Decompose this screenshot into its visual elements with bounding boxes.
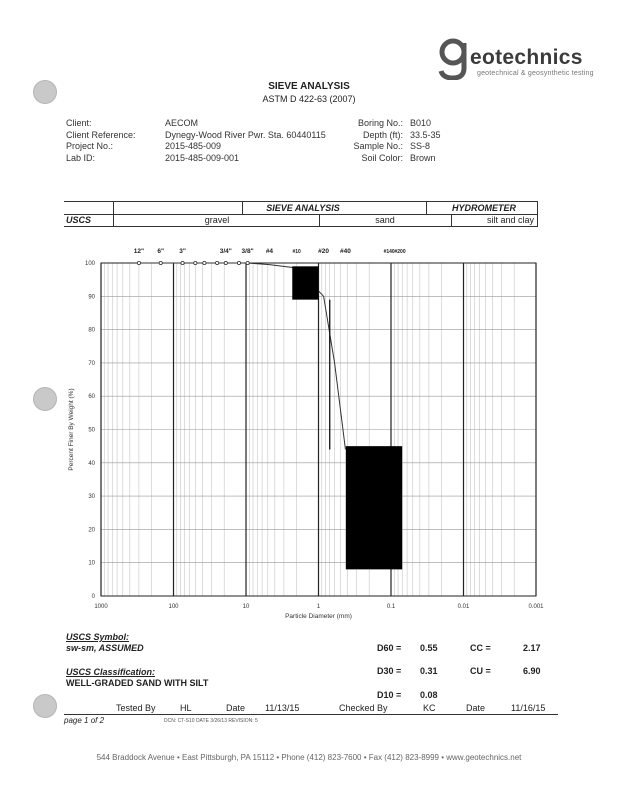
info-label: Client Reference: [66, 129, 136, 140]
info-left-values [165, 118, 326, 164]
sieve-size-label: 12" [133, 248, 145, 255]
x-tick-label: 0.001 [528, 604, 544, 610]
data-point [224, 261, 227, 264]
signoff-rule [64, 714, 558, 715]
sieve-size-label: #140 [383, 249, 395, 255]
info-right-values [410, 118, 441, 164]
x-tick-label: 1000 [94, 604, 108, 610]
tested-by-value: HL [180, 703, 192, 713]
sieve-size-label: #200 [394, 249, 406, 255]
sieve-size-label: #4 [265, 248, 274, 255]
y-tick-label: 60 [88, 394, 95, 401]
cc-value: 2.17 [523, 643, 541, 653]
silt-clay-label: silt and clay [486, 215, 534, 225]
x-tick-label: 1 [316, 604, 321, 610]
checked-date: 11/16/15 [511, 703, 546, 713]
uscs-label: USCS [66, 215, 92, 225]
d30-value: 0.31 [420, 666, 438, 676]
redaction-block [346, 446, 402, 569]
hydrometer-header: HYDROMETER [451, 203, 516, 213]
uscs-classification-value: WELL-GRADED SAND WITH SILT [66, 678, 209, 688]
sieve-size-label: 6" [157, 248, 165, 255]
y-tick-label: 80 [88, 327, 95, 334]
info-value: 33.5-35 [410, 129, 441, 140]
sieve-size-label: 3" [179, 248, 186, 255]
gravel-label: gravel [204, 215, 230, 225]
uscs-symbol-value: sw-sm, ASSUMED [66, 643, 144, 653]
x-tick-label: 0.1 [386, 604, 396, 610]
y-tick-label: 50 [88, 427, 95, 434]
uscs-classification-label: USCS Classification: [66, 667, 156, 677]
logo-tagline: geotechnical & geosynthetic testing [477, 70, 594, 77]
redaction-block [292, 266, 318, 299]
data-point [159, 261, 162, 264]
info-label: Lab ID: [66, 152, 96, 163]
y-tick-label: 20 [88, 527, 95, 534]
info-value: AECOM [165, 118, 199, 128]
x-tick-label: 100 [168, 604, 179, 610]
cc-label: CC = [470, 643, 491, 653]
data-point [137, 261, 140, 264]
form-id: DCN: CT-S10 DATE 3/26/13 REVISION: 5 [164, 718, 258, 724]
data-point [194, 261, 197, 264]
cu-label: CU = [470, 666, 491, 676]
data-point [237, 261, 240, 264]
info-label: Boring No.: [357, 118, 403, 128]
info-label: Soil Color: [361, 152, 403, 163]
sieve-size-label: #20 [318, 248, 330, 255]
d60-label: D60 = [377, 643, 402, 653]
info-label: Sample No.: [353, 141, 403, 151]
classification-bar [64, 201, 538, 227]
d30-label: D30 = [377, 666, 402, 676]
report-title: SIEVE ANALYSIS [268, 81, 350, 92]
d60-value: 0.55 [420, 643, 438, 653]
y-axis-label: Percent Finer By Weight (%) [68, 388, 75, 471]
punch-hole-bottom [33, 694, 57, 718]
y-tick-label: 100 [84, 261, 95, 267]
info-right-labels [353, 118, 403, 164]
info-value: 2015-485-009-001 [165, 152, 240, 163]
sieve-size-label: 3/8" [241, 248, 254, 255]
data-point [203, 261, 206, 264]
y-tick-label: 30 [88, 494, 95, 501]
checked-by-value: KC [423, 703, 436, 713]
y-tick-label: 0 [91, 594, 95, 600]
company-address-footer: 544 Braddock Avenue • East Pittsburgh, PA 15112 • Phone (412) 823-7600 • Fax (412) 823-8999 • www.geotechnics.net [96, 753, 522, 762]
info-value: 2015-485-009 [165, 141, 222, 151]
date-label: Date [466, 703, 486, 713]
d10-value: 0.08 [420, 690, 438, 700]
info-label: Client: [66, 118, 92, 128]
uscs-symbol-label: USCS Symbol: [66, 632, 130, 642]
sieve-analysis-header: SIEVE ANALYSIS [242, 202, 363, 214]
sand-label: sand [375, 215, 395, 225]
sieve-size-label: 3/4" [219, 248, 232, 255]
y-tick-label: 40 [88, 460, 95, 467]
info-value: SS-8 [410, 141, 431, 151]
tested-date: 11/13/15 [265, 703, 300, 713]
y-tick-label: 90 [88, 294, 95, 301]
x-tick-label: 10 [242, 604, 250, 610]
date-label: Date [226, 703, 246, 713]
y-tick-label: 70 [88, 360, 95, 367]
bar-divider [426, 202, 427, 214]
data-point [216, 261, 219, 264]
data-point [246, 261, 249, 264]
d10-label: D10 = [377, 690, 402, 700]
gradation-chart [0, 235, 618, 625]
info-value: Brown [410, 152, 436, 163]
sieve-size-label: #10 [292, 249, 301, 255]
x-axis-label: Particle Diameter (mm) [285, 613, 352, 620]
page-number: page 1 of 2 [64, 716, 105, 725]
tested-by-label: Tested By [116, 703, 156, 713]
classification-bar-bottom-row [64, 214, 538, 226]
geotechnics-logo-icon [434, 38, 472, 80]
info-value: Dynegy-Wood River Pwr. Sta. 60440115 [165, 129, 326, 140]
info-label: Depth (ft): [362, 129, 403, 140]
data-point [181, 261, 184, 264]
logo-wordmark: eotechnics [470, 46, 583, 69]
x-tick-label: 0.01 [457, 604, 470, 610]
cu-value: 6.90 [523, 666, 541, 676]
info-label: Project No.: [66, 141, 114, 151]
checked-by-label: Checked By [339, 703, 388, 713]
info-value: B010 [410, 118, 432, 128]
info-left-labels [66, 118, 136, 164]
sieve-size-label: #40 [340, 248, 351, 255]
y-tick-label: 10 [88, 560, 95, 567]
report-subtitle: ASTM D 422-63 (2007) [262, 94, 356, 104]
